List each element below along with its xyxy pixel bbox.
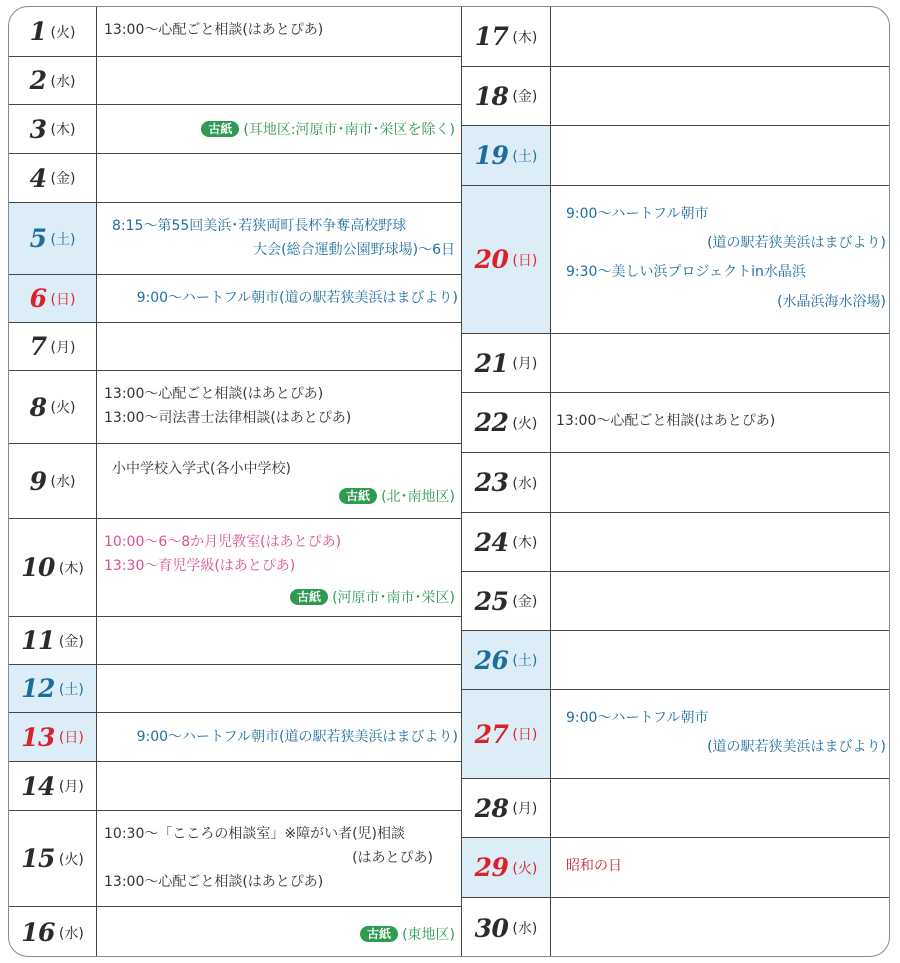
weekday-label: (水) [50,73,76,90]
day-row-15 [9,811,461,907]
weekday-label: (日) [58,730,84,746]
day-number: 13 [21,722,55,752]
day-cell-26 [462,631,551,689]
weekday-label: (木) [50,122,76,138]
weekday-label: (水) [50,474,76,490]
day-number: 14 [21,771,55,801]
day-cell-21 [462,334,551,392]
day-content-13 [98,713,461,761]
event-text: 9:00～ハートフル朝市(道の駅若狭美浜はまびより) [136,729,458,745]
paper-badge: 古紙 [339,488,377,504]
day-row-29 [462,838,890,898]
weekday-label: (火) [512,415,538,432]
day-cell-8 [9,371,97,443]
event-text: (はあとぴあ) [352,850,433,866]
day-cell-19 [462,126,551,185]
day-content-10 [98,519,461,616]
event-text: 13:00～司法書士法律相談(はあとぴあ) [104,410,352,426]
day-content-14 [98,762,461,810]
day-content-23 [552,453,890,512]
event-text: 10:30～「こころの相談室」※障がい者(児)相談 [104,826,405,842]
day-cell-3 [9,105,97,153]
weekday-label: (日) [512,727,538,743]
day-content-19 [552,126,890,185]
day-cell-16 [9,907,97,957]
day-cell-5 [9,203,97,274]
day-cell-15 [9,811,97,906]
day-row-7 [9,323,461,371]
weekday-label: (月) [50,339,76,356]
day-cell-7 [9,323,97,370]
paper-badge: 古紙 [360,926,398,942]
event-text: 9:00～ハートフル朝市 [566,206,709,222]
day-cell-18 [462,67,551,125]
day-cell-1 [9,7,97,56]
paper-collection-notice [290,587,455,607]
day-number: 18 [474,81,509,111]
paper-collection-notice [360,924,455,944]
weekday-label: (木) [58,560,84,577]
weekday-label: (火) [58,851,84,868]
event-text: 13:30～育児学級(はあとぴあ) [104,558,296,574]
day-number: 21 [474,348,509,378]
day-content-22 [552,393,890,452]
weekday-label: (水) [512,921,538,937]
day-content-2 [98,57,461,104]
day-cell-24 [462,513,551,571]
calendar-left-column [9,7,461,956]
day-cell-30 [462,898,551,957]
day-content-4 [98,154,461,202]
day-content-18 [552,67,890,125]
day-cell-22 [462,393,551,452]
weekday-label: (日) [512,252,538,269]
day-row-30 [462,898,890,957]
day-content-5 [98,203,461,274]
weekday-label: (水) [512,475,538,492]
day-cell-6 [9,275,97,322]
day-number: 1 [29,17,47,46]
day-content-24 [552,513,890,571]
day-row-20 [462,186,890,334]
weekday-label: (金) [50,171,76,187]
day-row-19 [462,126,890,186]
day-row-26 [462,631,890,690]
day-row-3 [9,105,461,154]
day-content-16 [98,907,461,957]
day-number: 26 [474,645,509,675]
day-content-25 [552,572,890,630]
day-content-17 [552,7,890,66]
paper-area: (河原市･南市･栄区) [332,590,455,606]
day-row-24 [462,513,890,572]
holiday-label: 昭和の日 [566,858,622,874]
day-number: 11 [21,626,55,655]
paper-area: (東地区) [402,927,455,943]
day-cell-11 [9,617,97,664]
day-content-26 [552,631,890,689]
weekday-label: (土) [50,231,76,248]
event-text: 8:15～第55回美浜･若狭両町長杯争奪高校野球 [112,218,407,234]
weekday-label: (金) [512,594,538,610]
event-text: 13:00～心配ごと相談(はあとぴあ) [104,386,324,402]
event-text: 13:00～心配ごと相談(はあとぴあ) [104,874,324,890]
weekday-label: (月) [512,356,538,372]
day-number: 30 [474,913,509,943]
day-number: 16 [21,918,55,947]
weekday-label: (木) [512,29,538,46]
day-cell-12 [9,665,97,712]
day-number: 23 [474,468,509,497]
day-number: 19 [474,141,509,170]
day-row-23 [462,453,890,513]
day-number: 17 [474,22,509,51]
day-cell-29 [462,838,551,897]
day-content-1 [98,7,461,56]
day-number: 5 [29,224,47,253]
day-content-12 [98,665,461,712]
day-row-17 [462,7,890,67]
weekday-label: (水) [58,925,84,942]
day-row-9 [9,444,461,519]
day-content-28 [552,779,890,837]
day-content-7 [98,323,461,370]
day-cell-25 [462,572,551,630]
weekday-label: (土) [512,148,538,165]
day-number: 4 [29,163,47,193]
day-number: 7 [29,332,47,361]
weekday-label: (金) [512,89,538,105]
event-text: 9:00～ハートフル朝市(道の駅若狭美浜はまびより) [136,290,458,306]
day-row-4 [9,154,461,203]
day-row-16 [9,907,461,957]
day-cell-10 [9,519,97,616]
calendar-frame [8,6,890,957]
day-row-28 [462,779,890,838]
day-content-3 [98,105,461,153]
day-number: 9 [29,466,47,496]
day-number: 22 [474,408,509,437]
day-number: 8 [29,392,47,422]
event-text: 10:00～6～8か月児教室(はあとぴあ) [104,534,342,550]
day-content-29 [552,838,890,897]
day-row-22 [462,393,890,453]
day-content-30 [552,898,890,957]
day-number: 27 [474,719,509,749]
weekday-label: (火) [512,860,538,877]
day-number: 25 [474,586,509,616]
day-cell-17 [462,7,551,66]
day-number: 2 [29,66,47,95]
day-content-15 [98,811,461,906]
day-row-1 [9,7,461,57]
day-row-21 [462,334,890,393]
weekday-label: (土) [58,681,84,698]
day-number: 20 [474,245,509,274]
event-text: 9:00～ハートフル朝市 [566,710,709,726]
day-row-18 [462,67,890,126]
day-cell-2 [9,57,97,104]
day-row-10 [9,519,461,617]
day-content-20 [552,186,890,333]
weekday-label: (火) [50,400,76,416]
day-row-12 [9,665,461,713]
day-row-13 [9,713,461,762]
day-row-8 [9,371,461,444]
event-text: 大会(総合運動公園野球場)～6日 [253,242,455,258]
day-row-11 [9,617,461,665]
weekday-label: (日) [50,291,76,308]
day-cell-27 [462,690,551,778]
paper-collection-notice [339,486,455,506]
day-cell-14 [9,762,97,810]
day-row-14 [9,762,461,811]
day-row-25 [462,572,890,631]
day-row-27 [462,690,890,779]
day-cell-28 [462,779,551,837]
event-text: (道の駅若狭美浜はまびより) [707,235,886,251]
weekday-label: (月) [58,779,84,795]
event-text: 小中学校入学式(各小中学校) [112,461,291,477]
event-text: 9:30～美しい浜プロジェクトin水晶浜 [566,264,806,280]
day-content-6 [98,275,461,322]
day-row-6 [9,275,461,323]
day-row-5 [9,203,461,275]
day-cell-13 [9,713,97,761]
day-number: 6 [29,284,47,313]
calendar-right-column [461,7,890,956]
day-content-27 [552,690,890,778]
weekday-label: (木) [512,535,538,551]
event-text: 13:00～心配ごと相談(はあとぴあ) [556,413,776,429]
day-number: 3 [29,114,47,144]
paper-area: (耳地区:河原市･南市･栄区を除く) [243,122,455,138]
paper-badge: 古紙 [290,589,328,605]
day-number: 10 [21,553,55,582]
paper-badge: 古紙 [201,121,239,137]
event-text: 13:00～心配ごと相談(はあとぴあ) [104,22,324,38]
day-content-21 [552,334,890,392]
event-text: (水晶浜海水浴場) [777,294,886,310]
paper-area: (北･南地区) [381,489,455,505]
weekday-label: (火) [50,24,76,41]
day-content-8 [98,371,461,443]
day-content-11 [98,617,461,664]
day-content-9 [98,444,461,518]
day-number: 15 [21,844,55,873]
weekday-label: (月) [512,801,538,817]
day-number: 28 [474,793,509,823]
weekday-label: (土) [512,653,538,669]
day-cell-9 [9,444,97,518]
day-number: 24 [474,527,509,557]
weekday-label: (金) [58,633,84,650]
day-cell-4 [9,154,97,202]
day-number: 12 [21,674,55,703]
day-row-2 [9,57,461,105]
event-text: (道の駅若狭美浜はまびより) [707,739,886,755]
day-number: 29 [474,853,509,882]
day-cell-20 [462,186,551,333]
day-cell-23 [462,453,551,512]
paper-collection-notice [201,119,455,139]
